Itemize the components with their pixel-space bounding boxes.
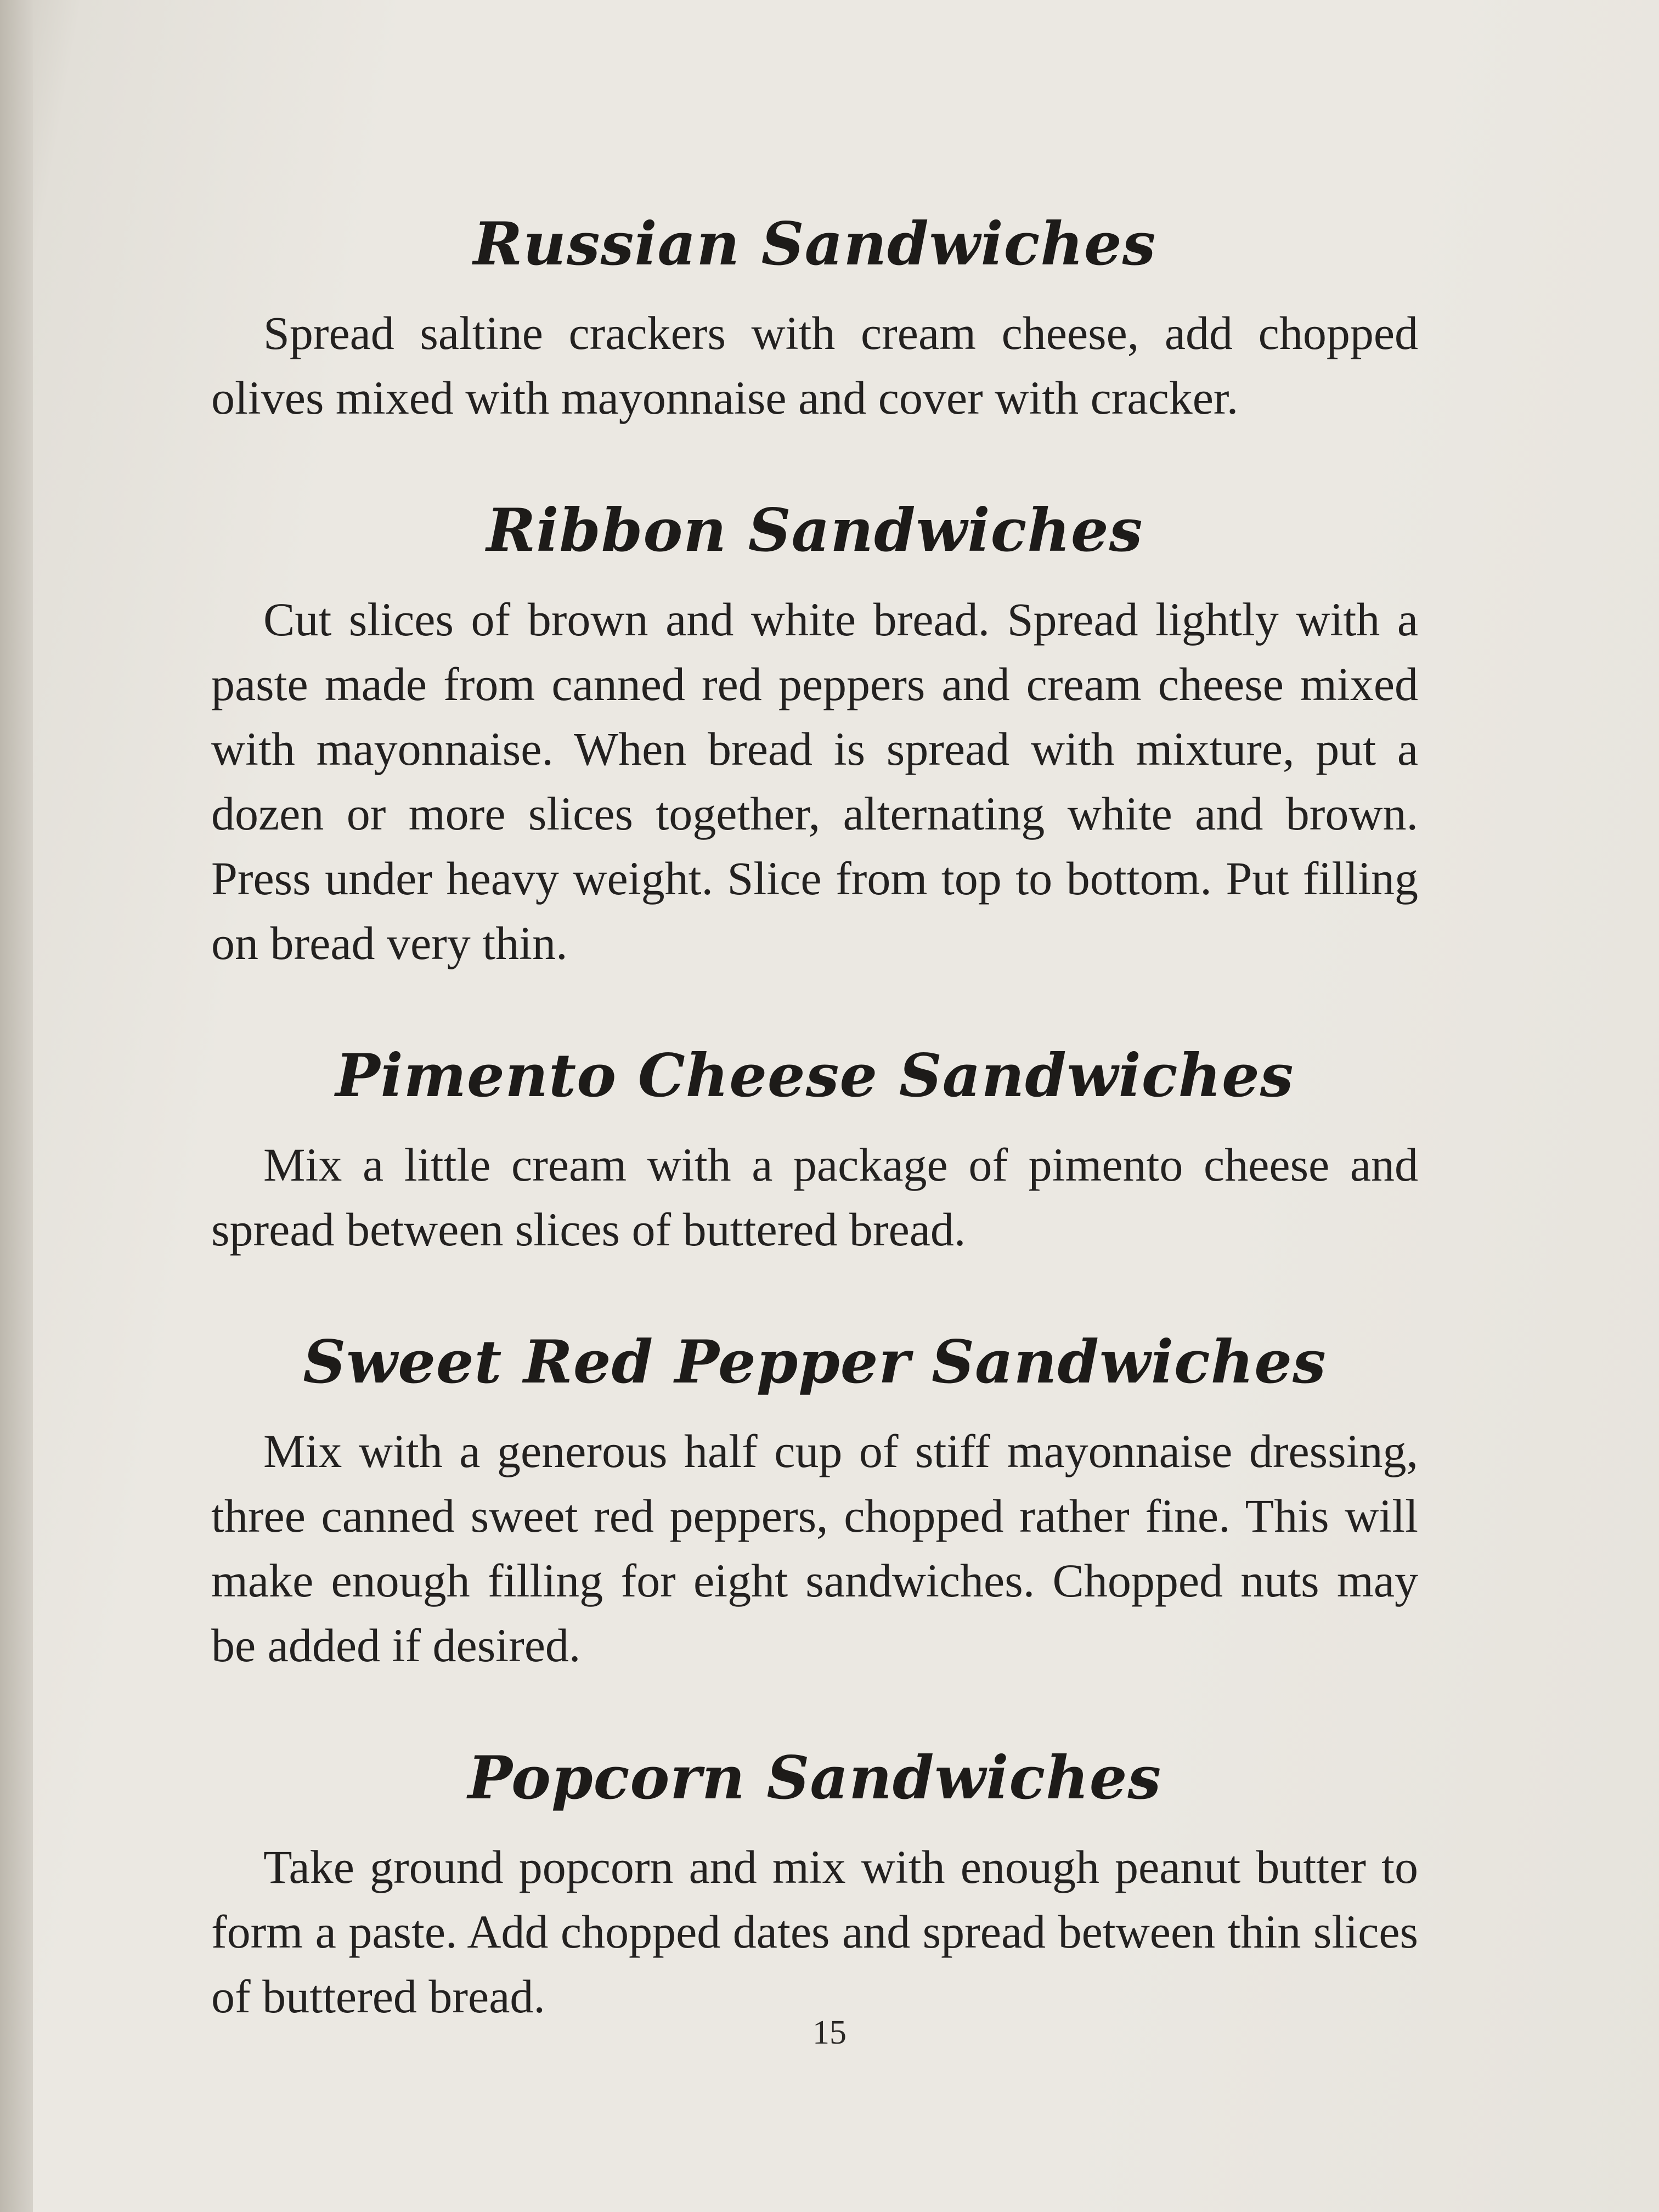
recipe-body: Mix a little cream with a package of pimento cheese and spread between slices of buttered bread. [211, 1138, 1418, 1256]
recipe-title: Russian Sandwiches [473, 210, 1156, 279]
recipe-body: Take ground popcorn and mix with enough peanut butter to form a paste. Add chopped dates and spread between thin slices of buttered bread. [211, 1841, 1418, 2023]
recipe-pimento-cheese-sandwiches [211, 1040, 1418, 1262]
recipe-title: Popcorn Sandwiches [467, 1743, 1162, 1813]
recipe-russian-sandwiches [211, 208, 1418, 430]
recipe-body: Spread saltine crackers with cream cheese, add chopped olives mixed with mayonnaise and cover with cracker. [211, 307, 1418, 424]
page-number: 15 [812, 2014, 847, 2051]
recipe-ribbon-sandwiches [211, 495, 1418, 975]
page-gutter [0, 0, 33, 2212]
recipe-column [211, 208, 1418, 2029]
recipe-popcorn-sandwiches [211, 1742, 1418, 2029]
recipe-body: Mix with a generous half cup of stiff mayonnaise dressing, three canned sweet red peppers, chopped rather fine. This will make enough filling for eight sandwiches. Chopped nuts may be added if desired. [211, 1425, 1418, 1672]
recipe-sweet-red-pepper-sandwiches [211, 1327, 1418, 1678]
recipe-body: Cut slices of brown and white bread. Spread lightly with a paste made from canned red peppers and cream cheese mixed with mayonnaise. When bread is spread with mixture, put a dozen or more slices together, alternating white and brown. Press under heavy weight. Slice from top to bottom. Put filling on bread very thin. [211, 593, 1418, 969]
recipe-title: Pimento Cheese Sandwiches [335, 1041, 1294, 1110]
recipe-title: Ribbon Sandwiches [486, 496, 1143, 565]
recipe-title: Sweet Red Pepper Sandwiches [303, 1328, 1327, 1397]
